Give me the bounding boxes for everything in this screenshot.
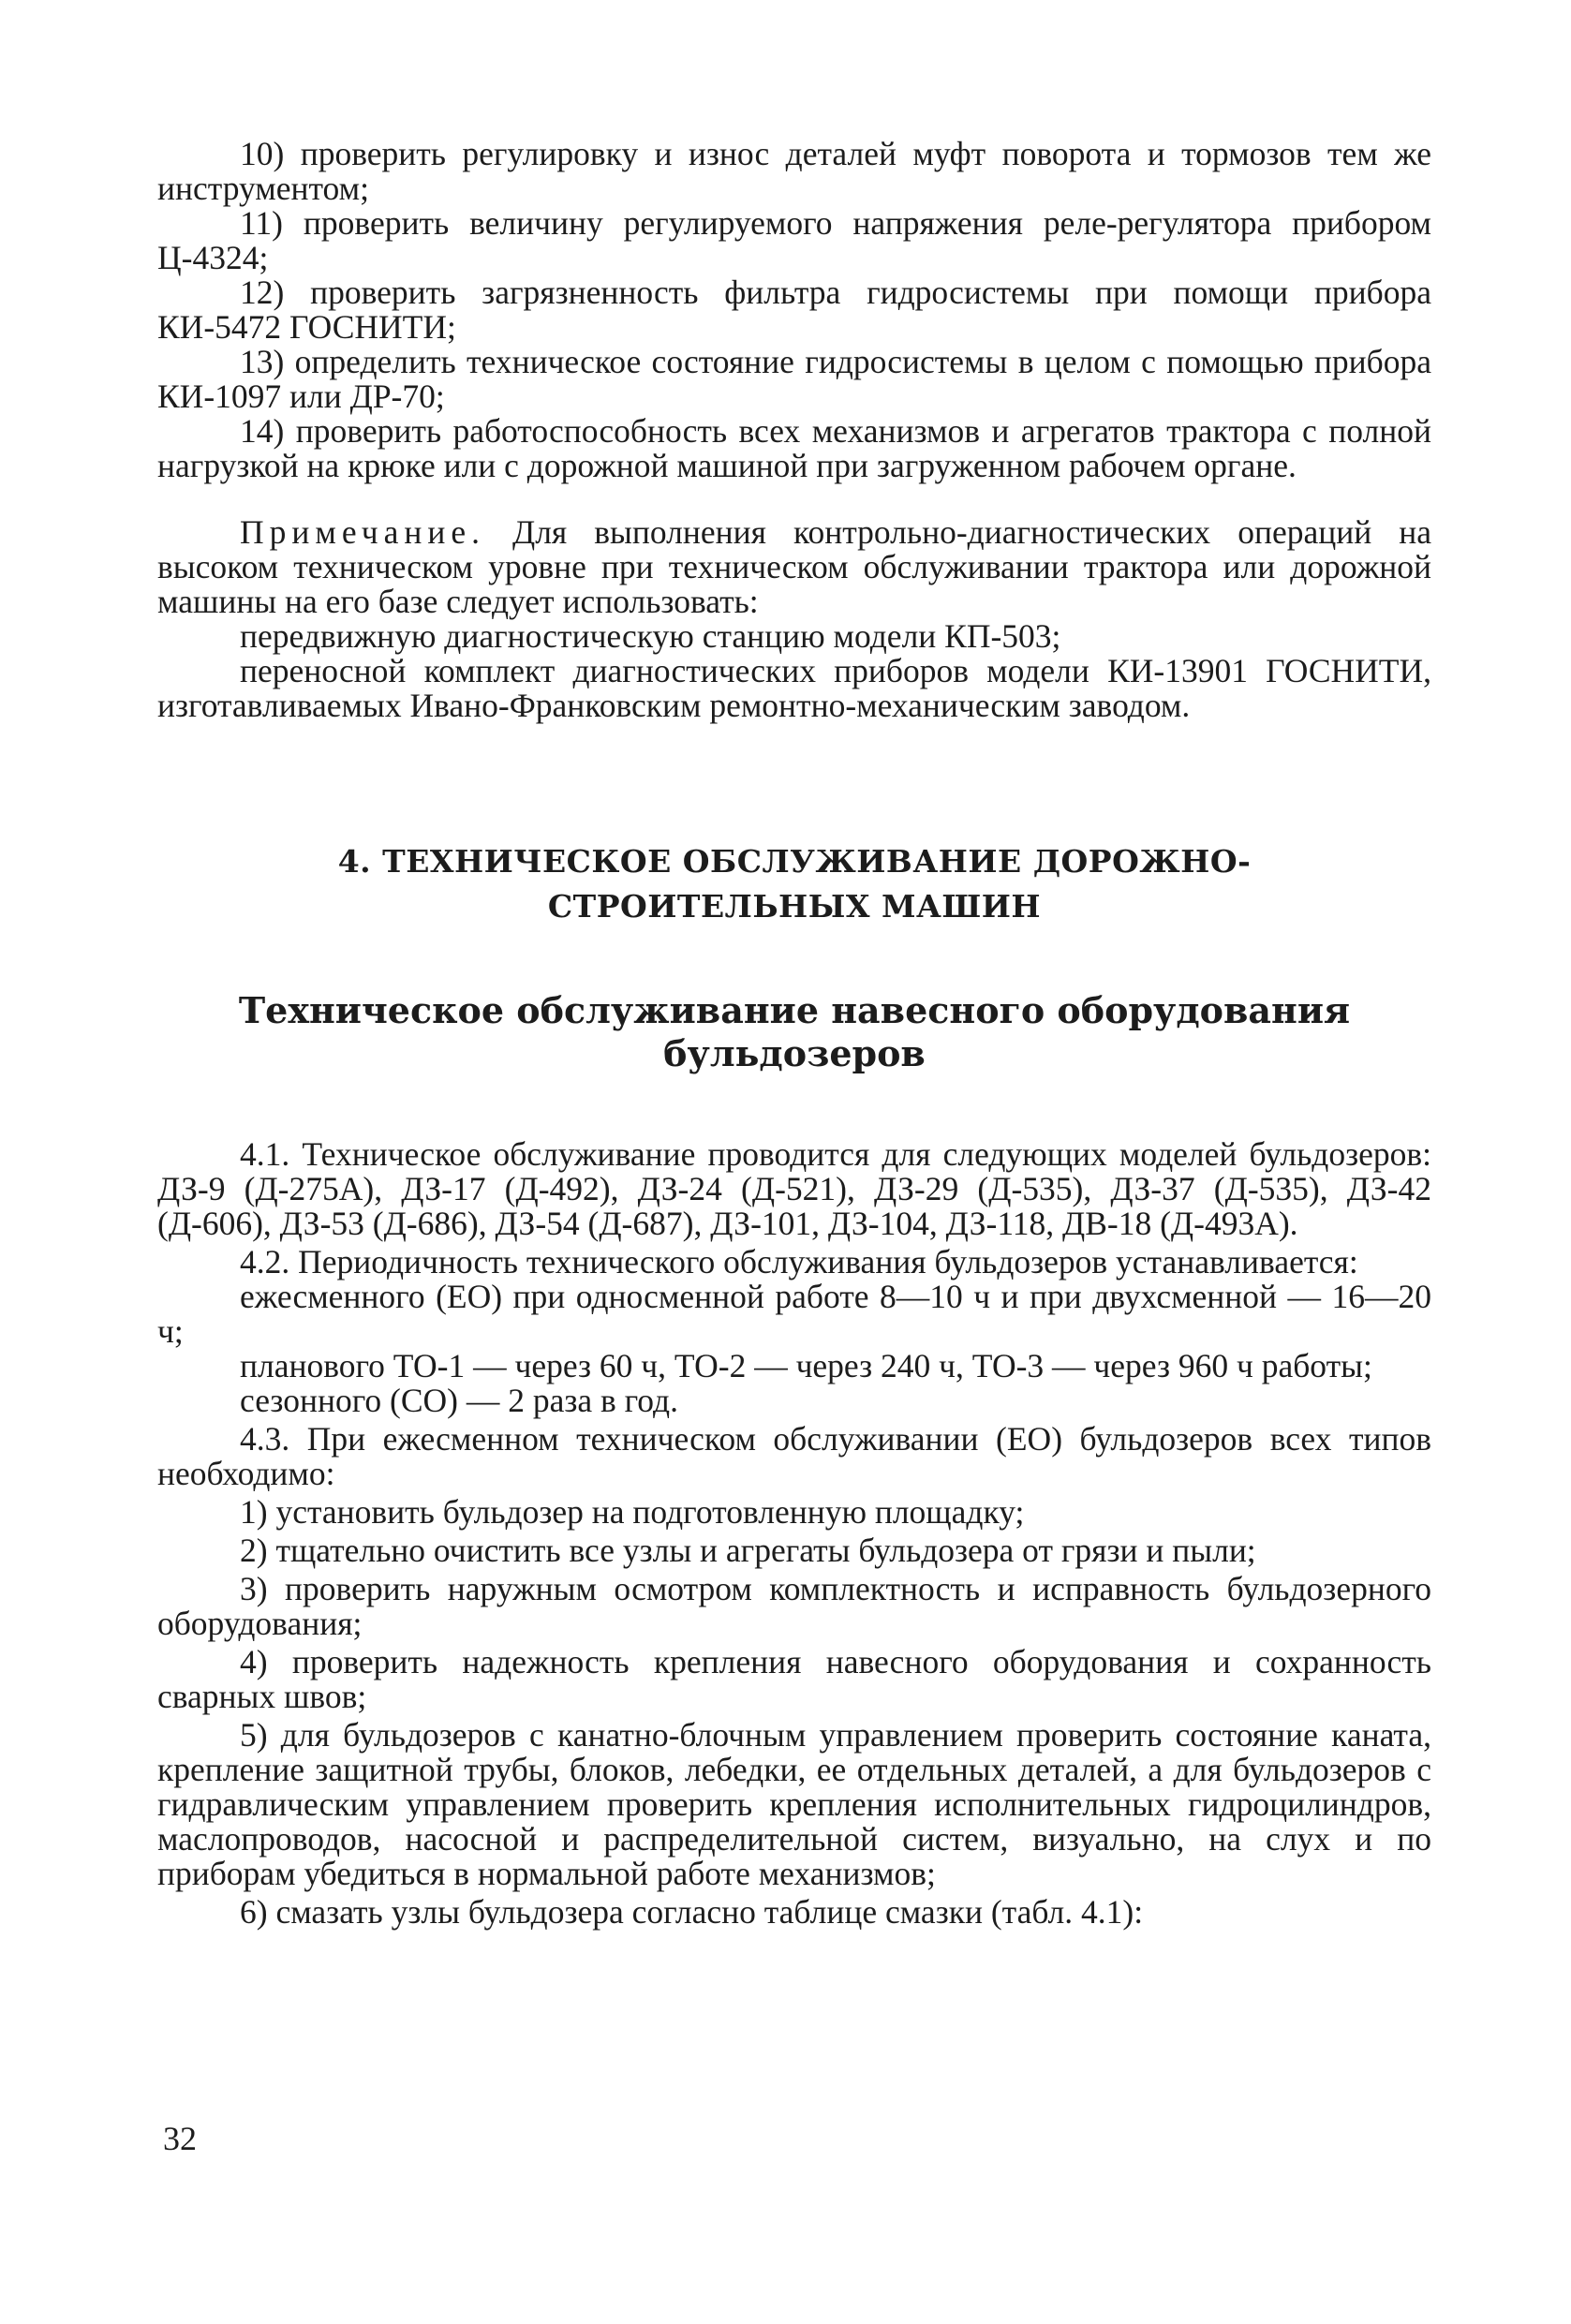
subsection-title bbox=[157, 989, 1431, 1075]
section-title bbox=[157, 839, 1431, 929]
note-paragraph bbox=[157, 515, 1431, 619]
list-item: 3) проверить наружным осмотром комплектность и исправность бульдозерного оборудования; bbox=[157, 1570, 1431, 1642]
list-item: 13) определить техническое состояние гидросистемы в целом с помощью прибора КИ-1097 или ДР-70; bbox=[157, 343, 1431, 415]
section-title-line: СТРОИТЕЛЬНЫХ МАШИН bbox=[547, 888, 1042, 925]
note-label: Примечание. bbox=[240, 513, 485, 551]
periodicity-item: сезонного (СО) — 2 раза в год. bbox=[240, 1382, 678, 1419]
note-item: переносной комплект диагностических приборов модели КИ-13901 ГОСНИТИ, изготавливаемых Ивано-Франковским ремонтно-механическим заводом. bbox=[157, 652, 1431, 724]
note-text: Для выполнения контрольно-диагностических операций на высоком техническом уровне при техническом обслуживании трактора или дорожной машины на его базе следует использовать: bbox=[157, 513, 1431, 620]
list-item: 10) проверить регулировку и износ деталей муфт поворота и тормозов тем же инструментом; bbox=[157, 135, 1431, 207]
section-title-line: 4. ТЕХНИЧЕСКОЕ ОБСЛУЖИВАНИЕ ДОРОЖНО- bbox=[337, 843, 1252, 880]
list-item: 4) проверить надежность крепления навесного оборудования и сохранность сварных швов; bbox=[157, 1643, 1431, 1715]
subsection-title-line: бульдозеров bbox=[663, 1032, 926, 1074]
list-item: 6) смазать узлы бульдозера согласно таблице смазки (табл. 4.1): bbox=[240, 1893, 1144, 1931]
paragraph-4-3: 4.3. При ежесменном техническом обслуживании (ЕО) бульдозеров всех типов необходимо: bbox=[157, 1420, 1431, 1492]
list-item: 12) проверить загрязненность фильтра гидросистемы при помощи прибора КИ-5472 ГОСНИТИ; bbox=[157, 274, 1431, 346]
paragraph-4-2: 4.2. Периодичность технического обслуживания бульдозеров устанавливается: bbox=[240, 1243, 1358, 1280]
subsection-title-line: Техническое обслуживание навесного оборудования bbox=[238, 989, 1351, 1031]
list-item: 11) проверить величину регулируемого напряжения реле-регулятора прибором Ц-4324; bbox=[157, 204, 1431, 276]
periodicity-item: планового ТО-1 — через 60 ч, ТО-2 — через 240 ч, ТО-3 — через 960 ч работы; bbox=[240, 1347, 1372, 1384]
paragraph-4-1: 4.1. Техническое обслуживание проводится для следующих моделей бульдозеров: ДЗ-9 (Д-275А), ДЗ-17 (Д-492), ДЗ-24 (Д-521), ДЗ-29 (Д-535), ДЗ-37 (Д-535), ДЗ-42 (Д-606), ДЗ-53 (Д-686), ДЗ-54 (Д-687), ДЗ-101, ДЗ-104, ДЗ-118, ДВ-18 (Д-493А). bbox=[157, 1135, 1431, 1242]
list-item: 1) установить бульдозер на подготовленную площадку; bbox=[240, 1493, 1025, 1531]
list-item: 14) проверить работоспособность всех механизмов и агрегатов трактора с полной нагрузкой на крюке или с дорожной машиной при загруженном рабочем органе. bbox=[157, 412, 1431, 484]
list-item: 2) тщательно очистить все узлы и агрегаты бульдозера от грязи и пыли; bbox=[240, 1532, 1256, 1569]
periodicity-item: ежесменного (ЕО) при односменной работе 8—10 ч и при двухсменной — 16—20 ч; bbox=[157, 1278, 1431, 1350]
document-page bbox=[157, 137, 1431, 1930]
page-number: 32 bbox=[163, 2120, 197, 2157]
note-item: передвижную диагностическую станцию модели КП-503; bbox=[240, 617, 1061, 655]
list-item: 5) для бульдозеров с канатно-блочным управлением проверить состояние каната, крепление защитной трубы, блоков, лебедки, ее отдельных деталей, а для бульдозеров с гидравлическим управлением проверить крепления исполнительных гидроцилиндров, маслопроводов, насосной и распределительной систем, визуально, на слух и по приборам убедиться в нормальной работе механизмов; bbox=[157, 1716, 1431, 1892]
